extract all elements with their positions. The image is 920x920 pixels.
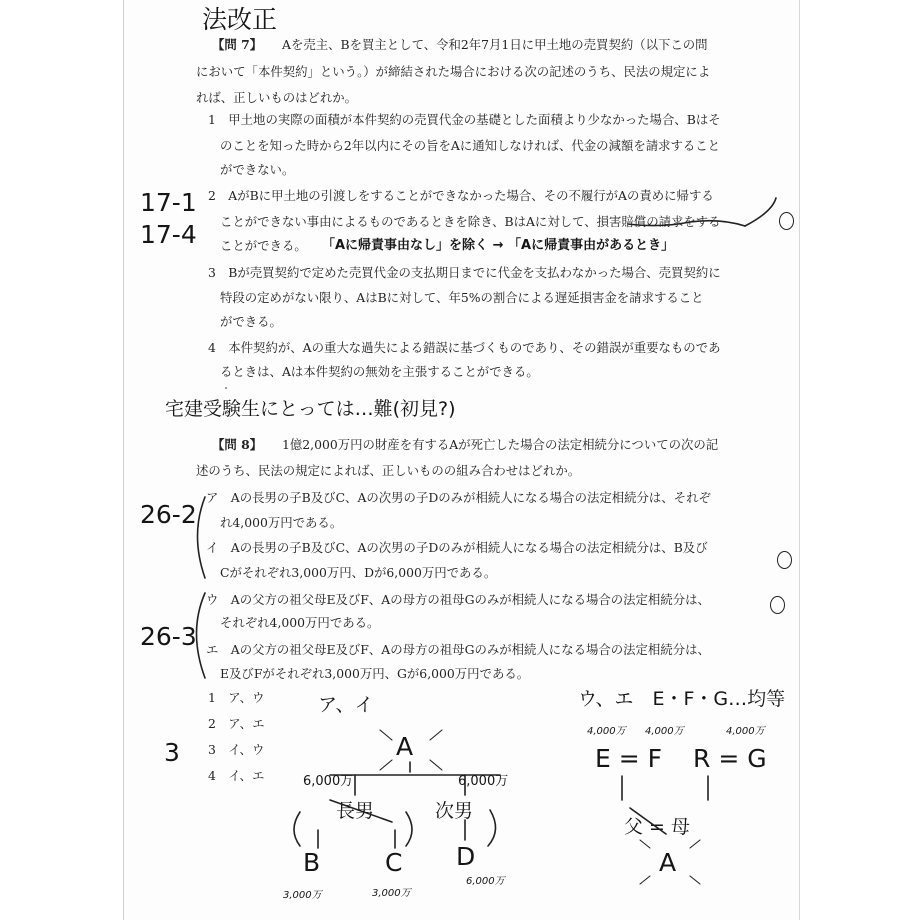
q7-opt3-line-3: ができる。 xyxy=(220,314,282,329)
q8-e-line-2: E及びFがそれぞれ3,000万円、Gが6,000万円である。 xyxy=(220,666,530,681)
q7-opt2-line-3: ことができる。 xyxy=(220,238,307,253)
q7-line-3: れば、正しいものはどれか。 xyxy=(196,90,358,105)
diagram-f-amount: 4,000万 xyxy=(645,726,684,737)
q8-choice-3: 3 イ、ウ xyxy=(208,742,265,757)
q7-opt1-line-1: 1 甲土地の実際の面積が本件契約の売買代金の基礎とした面積より少なかった場合、Bはそ xyxy=(208,112,721,127)
diagram-c: C xyxy=(385,848,403,877)
diagram-left-amount: 6,000万 xyxy=(303,774,354,789)
diagram-c-amount: 3,000万 xyxy=(372,888,411,899)
handwritten-note: 宅建受験生にとっては…難(初見?) xyxy=(165,398,456,420)
q8-choice-1: 1 ア、ウ xyxy=(208,690,265,705)
q7-opt1-line-2: のことを知った時から2年以内にその旨をAに通知しなければ、代金の減額を請求すること xyxy=(220,138,721,153)
q8-head: 【問 8】 xyxy=(212,437,263,452)
diagram-combo-label: ア、イ xyxy=(318,694,374,716)
q7-opt2-line-2: ことができない事由によるものであるときを除き、BはAに対して、損害賠償の請求をする xyxy=(220,214,721,229)
diagram-parents: 父 = 母 xyxy=(624,816,690,838)
ref-17-1: 17-1 xyxy=(140,188,197,217)
handwritten-answer: 3 xyxy=(164,738,180,767)
q8-i-line-2: Cがそれぞれ3,000万円、Dが6,000万円である。 xyxy=(220,565,497,580)
q8-line-2: 述のうち、民法の規定によれば、正しいものの組み合わせはどれか。 xyxy=(196,463,581,478)
ref-26-2: 26-2 xyxy=(140,500,197,529)
ref-17-4: 17-4 xyxy=(140,220,197,249)
diagram-right-amount: 6,000万 xyxy=(458,774,509,789)
q8-line-1: 1億2,000万円の財産を有するAが死亡した場合の法定相続分についての次の記 xyxy=(282,437,719,452)
q7-opt4-line-1: 4 本件契約が、Aの重大な過失による錯誤に基づくものであり、その錯誤が重要なものであ xyxy=(208,340,721,355)
diagram-right-root-a: A xyxy=(659,848,677,877)
diagram-g-amount: 4,000万 xyxy=(726,726,765,737)
diagram-root-a: A xyxy=(396,732,414,761)
diagram-b: B xyxy=(303,848,321,877)
correct-mark-circle-i xyxy=(777,551,792,569)
q8-choice-2: 2 ア、エ xyxy=(208,716,265,731)
q8-a-line-2: れ4,000万円である。 xyxy=(220,515,343,530)
q7-opt3-line-1: 3 Bが売買契約で定めた売買代金の支払期日までに代金を支払わなかった場合、売買契約に xyxy=(208,265,721,280)
q8-choice-4: 4 イ、エ xyxy=(208,768,265,783)
q7-line-1: Aを売主、Bを買主として、令和2年7月1日に甲土地の売買契約（以下この問 xyxy=(282,37,708,52)
q8-e-line-1: エ Aの父方の祖父母E及びF、Aの母方の祖母Gのみが相続人になる場合の法定相続分は、 xyxy=(206,642,710,657)
q7-head: 【問 7】 xyxy=(212,37,263,52)
correct-mark-circle xyxy=(779,212,794,230)
q8-u-line-2: それぞれ4,000万円である。 xyxy=(220,615,380,630)
diagram-rg: R = G xyxy=(693,744,767,773)
q8-a-line-1: ア Aの長男の子B及びC、Aの次男の子Dのみが相続人になる場合の法定相続分は、それぞ xyxy=(206,490,711,505)
diagram-son1: 長男 xyxy=(336,800,375,822)
diagram-d: D xyxy=(456,842,476,871)
q7-opt2-line-1: 2 AがBに甲土地の引渡しをすることができなかった場合、その不履行がAの責めに帰する xyxy=(208,188,714,203)
diagram-e-amount: 4,000万 xyxy=(587,726,626,737)
handwritten-title: 法改正 xyxy=(202,5,278,34)
diagram-right-header: ウ、エ E・F・G…均等 xyxy=(578,688,786,710)
q7-handwritten-annotation: 「Aに帰責事由なし」を除く → 「Aに帰責事由があるとき」 xyxy=(322,238,675,253)
q7-line-2: において「本件契約」という。）が締結された場合における次の記述のうち、民法の規定によ xyxy=(196,64,711,79)
q8-i-line-1: イ Aの長男の子B及びC、Aの次男の子Dのみが相続人になる場合の法定相続分は、B及び xyxy=(206,540,708,555)
ref-26-3: 26-3 xyxy=(140,622,197,651)
q7-opt3-line-2: 特段の定めがない限り、AはBに対して、年5%の割合による遅延損害金を請求すること xyxy=(220,290,704,305)
q7-opt4-line-2: るときは、Aは本件契約の無効を主張することができる。 xyxy=(220,364,539,379)
diagram-b-amount: 3,000万 xyxy=(283,890,322,901)
correct-mark-circle-u xyxy=(770,596,785,614)
diagram-ef: E = F xyxy=(595,744,663,773)
q7-opt1-line-3: ができない。 xyxy=(220,162,295,177)
diagram-son2: 次男 xyxy=(435,800,474,822)
q8-u-line-1: ウ Aの父方の祖父母E及びF、Aの母方の祖母Gのみが相続人になる場合の法定相続分は、 xyxy=(206,592,710,607)
diagram-d-amount: 6,000万 xyxy=(466,876,505,887)
